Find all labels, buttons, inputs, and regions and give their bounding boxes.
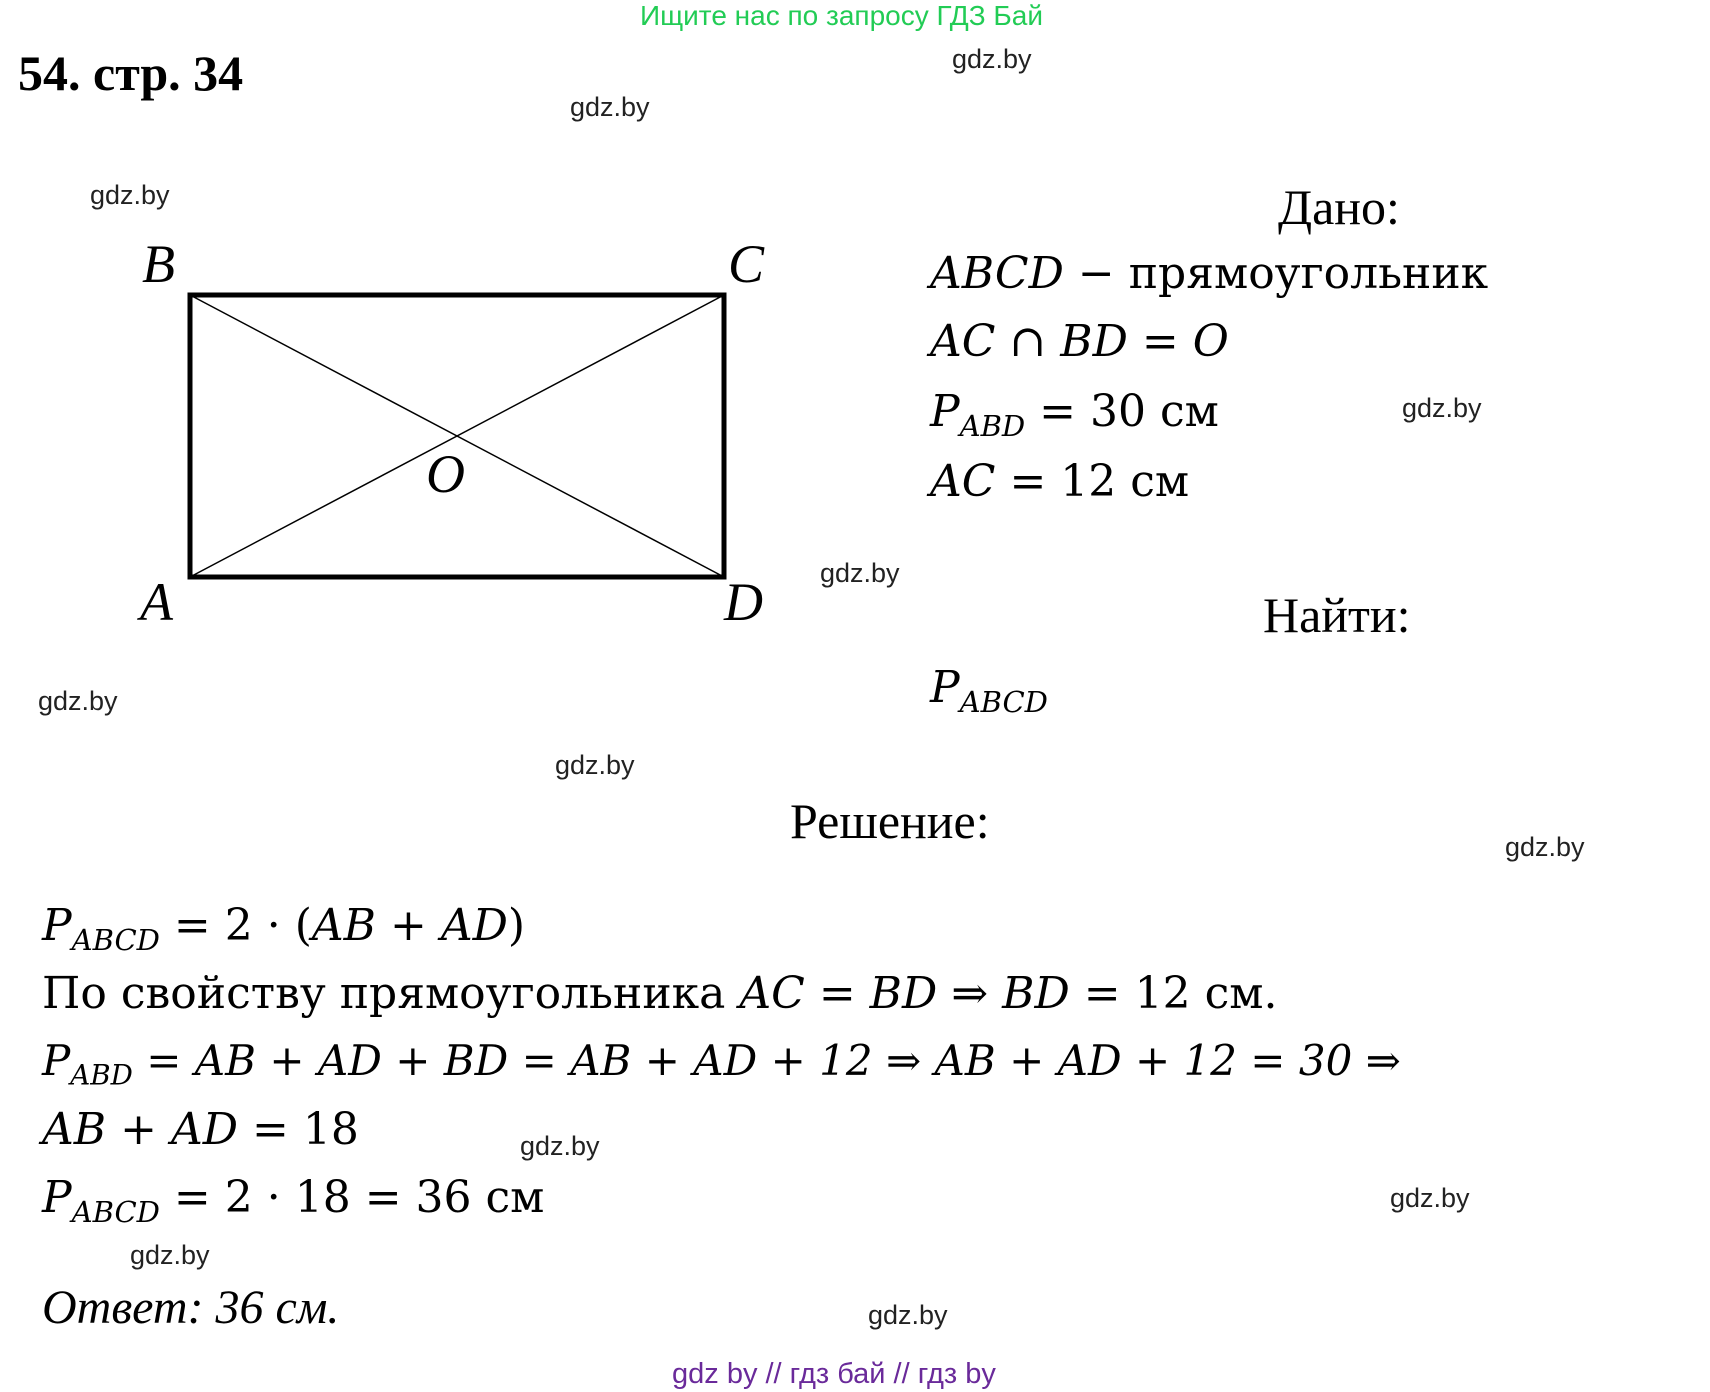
solution-expr: = AB + AD + BD = AB + AD + 12 ⇒ AB + AD + 12 = 30 ⇒ (132, 1036, 1401, 1085)
solution-line-5 (42, 1172, 545, 1230)
implies-arrow: ⇒ (937, 968, 1003, 1019)
watermark: gdz.by (1505, 832, 1585, 862)
find-line (930, 662, 1048, 720)
solution-line-3 (42, 1036, 1401, 1092)
given-line-intersection (930, 316, 1229, 367)
solution-expr: BD (1002, 968, 1070, 1019)
perimeter-subscript: ABCD (71, 1195, 160, 1230)
find-heading: Найти: (1263, 587, 1411, 643)
watermark: gdz.by (555, 750, 635, 780)
given-perimeter-value: = 30 см (1025, 386, 1219, 437)
solution-line-2 (42, 968, 1277, 1019)
given-diagonal-name: AC (930, 456, 996, 507)
solution-value: = 12 см. (1069, 968, 1278, 1019)
perimeter-subscript: ABCD (959, 685, 1048, 720)
perimeter-subscript: ABCD (71, 923, 160, 958)
perimeter-symbol: P (42, 1172, 72, 1223)
given-heading: Дано: (1278, 179, 1400, 235)
answer-text: Ответ: 36 см. (42, 1281, 340, 1334)
given-shape-type: − прямоугольник (1063, 248, 1489, 299)
solution-text: По свойству прямоугольника (42, 968, 740, 1019)
watermark: gdz.by (570, 92, 650, 122)
given-diagonal-value: = 12 см (995, 456, 1190, 507)
given-shape-name: ABCD (930, 248, 1064, 299)
watermark: gdz.by (952, 44, 1032, 74)
rectangle-figure (120, 240, 800, 640)
perimeter-symbol: P (930, 386, 960, 437)
vertex-label-o: O (426, 444, 465, 504)
solution-expr: AB + AD (311, 900, 508, 951)
vertex-label-d: D (724, 572, 763, 632)
watermark: gdz.by (90, 180, 170, 210)
perimeter-symbol: P (42, 1036, 71, 1085)
given-line-rectangle (930, 248, 1488, 299)
vertex-label-a: A (140, 572, 173, 632)
watermark: gdz.by (820, 558, 900, 588)
watermark: gdz.by (38, 686, 118, 716)
solution-heading: Решение: (790, 793, 990, 849)
watermark: gdz.by (1390, 1183, 1470, 1213)
solution-expr: AB + AD (42, 1104, 239, 1155)
watermark: gdz.by (520, 1131, 600, 1161)
watermark: gdz.by (868, 1300, 948, 1330)
page-title: 54. стр. 34 (18, 45, 244, 101)
given-line-perimeter-abd (930, 386, 1219, 444)
solution-eq: = 2 · ( (159, 900, 312, 951)
vertex-label-b: B (142, 240, 175, 294)
solution-line-1 (42, 900, 526, 958)
solution-line-4 (42, 1104, 359, 1155)
solution-expr: AC = BD (739, 968, 938, 1019)
watermark: gdz.by (130, 1240, 210, 1270)
solution-value: = 2 · 18 = 36 см (159, 1172, 545, 1223)
footer-text: gdz by // гдз бай // гдз by (672, 1358, 996, 1390)
solution-value: = 18 (238, 1104, 359, 1155)
watermark: gdz.by (1402, 393, 1482, 423)
perimeter-subscript: ABD (70, 1058, 133, 1092)
perimeter-symbol: P (42, 900, 72, 951)
perimeter-symbol: P (930, 662, 960, 713)
perimeter-subscript: ABD (959, 409, 1026, 444)
given-line-diagonal (930, 456, 1189, 507)
given-intersection-expr: AC ∩ BD = O (930, 316, 1229, 367)
solution-close-paren: ) (507, 900, 526, 951)
vertex-label-c: C (728, 240, 765, 294)
banner-text: Ищите нас по запросу ГДЗ Бай (640, 0, 1044, 31)
